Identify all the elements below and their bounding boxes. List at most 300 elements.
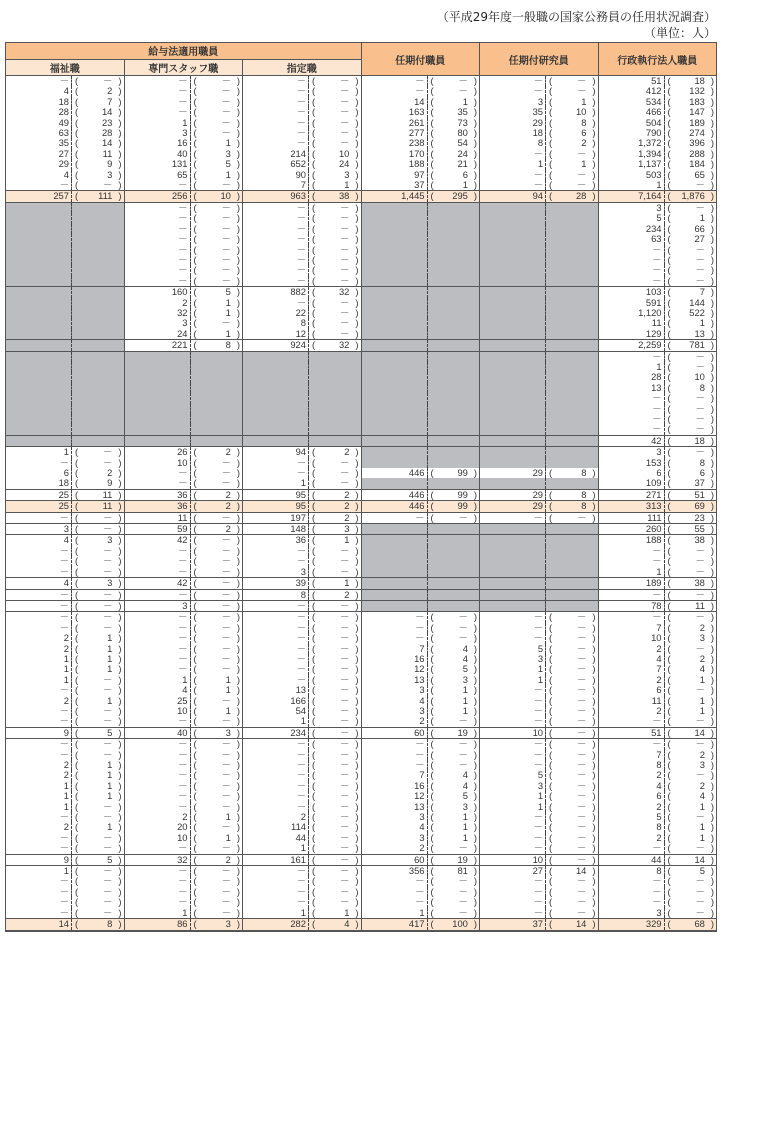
count-cell: 10 [124,833,190,843]
count-cell: － [480,180,546,191]
female-count-value: － [458,611,468,623]
female-count-value: － [221,588,231,600]
close-paren: ) [473,842,478,854]
empty-cell [427,567,480,578]
count-cell: 591 [598,298,664,308]
empty-cell [361,224,427,234]
close-paren: ) [236,179,240,191]
close-paren: ) [236,75,240,86]
female-count-cell [664,623,717,633]
count-cell: 3 [480,654,546,664]
empty-cell [546,255,599,265]
female-count-cell [190,612,243,623]
close-paren: ) [710,611,715,623]
open-paren: ( [193,317,197,329]
female-count-value: 24 [457,147,468,159]
female-count-value: 8 [225,339,231,351]
close-paren: ) [355,467,359,479]
female-count-cell [72,791,125,801]
female-count-value: － [458,842,468,854]
female-count-value: 5 [225,286,231,298]
close-paren: ) [236,446,240,458]
empty-cell [480,383,546,393]
close-paren: ) [710,434,715,446]
open-paren: ( [667,402,671,414]
close-paren: ) [355,811,359,823]
count-cell: － [243,770,309,780]
female-count-value: 147 [689,106,705,118]
empty-cell [72,340,125,351]
table-row [6,644,717,654]
female-count-value: 189 [689,116,705,128]
female-count-value: － [102,588,113,600]
table-row [6,468,717,478]
female-count-cell [190,739,243,750]
count-cell: － [6,750,72,760]
female-count-cell [190,501,243,512]
close-paren: ) [473,748,478,760]
empty-cell [124,383,190,393]
empty-cell [6,308,72,318]
empty-cell [427,393,480,403]
count-cell: － [243,791,309,801]
empty-cell [546,202,599,213]
empty-cell [72,362,125,372]
female-count-value: － [577,831,587,843]
female-count-cell [664,213,717,223]
female-count-cell [190,202,243,213]
table-row [6,623,717,633]
open-paren: ( [193,611,197,623]
empty-cell [546,351,599,362]
female-count-cell [190,675,243,685]
female-count-cell [427,107,480,117]
table-row [6,265,717,275]
open-paren: ( [549,821,553,833]
female-count-cell [72,501,125,512]
female-count-value: 2 [699,748,705,760]
close-paren: ) [236,842,240,854]
open-paren: ( [75,918,79,930]
female-count-value: － [695,243,705,255]
female-count-value: － [577,663,587,675]
close-paren: ) [473,704,478,716]
female-count-cell [309,716,362,727]
open-paren: ( [312,842,316,854]
count-cell: － [361,887,427,897]
close-paren: ) [710,456,715,468]
open-paren: ( [75,95,79,107]
female-count-cell [546,128,599,138]
close-paren: ) [355,885,359,897]
female-count-value: － [340,748,350,760]
female-count-cell [190,224,243,234]
open-paren: ( [75,137,79,149]
open-paren: ( [430,147,434,159]
count-cell: － [243,654,309,664]
open-paren: ( [667,865,671,877]
female-count-cell [546,633,599,643]
female-count-cell [309,86,362,96]
female-count-value: － [221,748,231,760]
open-paren: ( [193,811,197,823]
count-cell: 148 [243,524,309,535]
count-cell: 12 [243,329,309,340]
empty-cell [190,414,243,424]
empty-cell [361,308,427,318]
female-count-cell [664,478,717,489]
female-count-cell [664,424,717,435]
close-paren: ) [355,652,359,664]
female-count-cell [546,118,599,128]
open-paren: ( [75,168,79,180]
female-count-cell [309,567,362,578]
count-cell: 963 [243,191,309,202]
count-cell: 160 [124,287,190,298]
female-count-cell [309,623,362,633]
female-count-cell [190,234,243,244]
female-count-value: － [340,317,350,329]
female-count-value: 9 [107,477,113,489]
female-count-cell [190,86,243,96]
female-count-value: － [221,116,231,128]
count-cell: － [361,633,427,643]
empty-cell [546,589,599,600]
open-paren: ( [667,106,671,118]
female-count-cell [664,191,717,202]
close-paren: ) [355,477,359,489]
female-count-value: － [102,544,113,556]
close-paren: ) [710,853,715,865]
close-paren: ) [592,673,596,685]
empty-cell [546,298,599,308]
female-count-cell [190,255,243,265]
close-paren: ) [710,233,715,245]
open-paren: ( [312,511,316,523]
count-cell: 1 [6,654,72,664]
count-cell: 29 [6,159,72,169]
close-paren: ) [355,769,359,781]
open-paren: ( [667,642,671,654]
empty-cell [361,372,427,382]
open-paren: ( [667,201,671,213]
empty-cell [546,213,599,223]
count-cell: 6 [598,685,664,695]
count-cell: 26 [124,447,190,458]
empty-cell [361,567,427,578]
count-cell: － [124,654,190,664]
close-paren: ) [710,715,715,727]
count-cell: 2 [598,833,664,843]
close-paren: ) [710,392,715,404]
empty-cell [6,245,72,255]
female-count-value: 1 [699,673,705,685]
female-count-value: 14 [101,106,113,118]
count-cell: 1 [124,118,190,128]
open-paren: ( [193,821,197,833]
empty-cell [124,372,190,382]
close-paren: ) [236,116,240,128]
close-paren: ) [236,642,240,654]
count-cell: － [243,612,309,623]
count-cell: － [124,623,190,633]
female-count-value: － [340,555,350,567]
count-cell: 1 [480,675,546,685]
female-count-value: 2 [225,500,231,512]
close-paren: ) [710,446,715,458]
female-count-value: － [221,222,231,234]
female-count-value: 3 [107,534,113,546]
open-paren: ( [312,233,316,245]
count-cell: 1 [480,159,546,169]
female-count-cell [72,802,125,812]
empty-cell [6,265,72,275]
close-paren: ) [355,212,359,224]
female-count-cell [546,468,599,478]
open-paren: ( [667,800,671,812]
open-paren: ( [75,906,79,918]
female-count-cell [427,802,480,812]
female-count-cell [190,781,243,791]
female-count-cell [309,535,362,546]
female-count-cell [72,458,125,468]
close-paren: ) [355,264,359,276]
close-paren: ) [118,726,122,738]
empty-cell [6,340,72,351]
female-count-value: － [340,694,350,706]
female-count-cell [309,600,362,611]
open-paren: ( [312,800,316,812]
open-paren: ( [549,467,553,479]
col-header-senmon-staff: 専門スタッフ職 [124,59,243,76]
female-count-cell [546,170,599,180]
empty-cell [243,435,309,446]
female-count-value: － [340,116,350,128]
close-paren: ) [592,652,596,664]
open-paren: ( [312,327,316,339]
count-cell: 652 [243,159,309,169]
open-paren: ( [75,588,79,600]
count-cell: － [243,458,309,468]
open-paren: ( [75,694,79,706]
open-paren: ( [193,456,197,468]
close-paren: ) [118,831,122,843]
female-count-cell [664,318,717,328]
close-paren: ) [592,831,596,843]
female-count-cell [309,706,362,716]
female-count-cell [72,170,125,180]
count-cell: 238 [361,138,427,148]
female-count-value: － [577,611,587,623]
close-paren: ) [592,168,596,180]
count-cell: 503 [598,170,664,180]
empty-cell [427,234,480,244]
open-paren: ( [430,95,434,107]
open-paren: ( [549,694,553,706]
open-paren: ( [667,264,671,276]
close-paren: ) [592,738,596,750]
open-paren: ( [312,875,316,887]
table-row [6,478,717,489]
count-cell: － [6,76,72,87]
female-count-cell [309,202,362,213]
count-cell: － [124,897,190,907]
close-paren: ) [355,168,359,180]
open-paren: ( [549,652,553,664]
female-count-value: － [102,831,113,843]
open-paren: ( [667,500,671,512]
count-cell: 42 [598,435,664,446]
close-paren: ) [355,456,359,468]
female-count-cell [427,696,480,706]
female-count-cell [72,86,125,96]
female-count-cell [190,908,243,919]
table-row [6,180,717,191]
close-paren: ) [355,738,359,750]
open-paren: ( [312,896,316,908]
open-paren: ( [430,611,434,623]
female-count-value: － [221,317,231,329]
count-cell: 39 [243,578,309,589]
empty-cell [190,424,243,435]
open-paren: ( [193,477,197,489]
close-paren: ) [118,632,122,644]
open-paren: ( [312,116,316,128]
count-cell: 12 [361,664,427,674]
count-cell: 11 [598,318,664,328]
close-paren: ) [355,611,359,623]
table-row [6,546,717,556]
female-count-cell [664,908,717,919]
close-paren: ) [710,663,715,675]
close-paren: ) [592,137,596,149]
close-paren: ) [592,158,596,170]
open-paren: ( [667,694,671,706]
count-cell: 14 [6,919,72,931]
empty-cell [72,245,125,255]
close-paren: ) [592,190,596,202]
count-cell: － [243,546,309,556]
open-paren: ( [549,918,553,930]
close-paren: ) [236,306,240,318]
female-count-value: 3 [699,632,705,644]
female-count-value: 1 [462,684,468,696]
table-row [6,706,717,716]
empty-cell [546,224,599,234]
open-paren: ( [75,158,79,170]
count-cell: 3 [124,318,190,328]
close-paren: ) [710,339,715,351]
table-row [6,224,717,234]
close-paren: ) [118,127,122,139]
female-count-cell [72,908,125,919]
open-paren: ( [193,865,197,877]
count-cell: 18 [6,97,72,107]
female-count-cell [72,833,125,843]
count-cell: 36 [124,489,190,500]
female-count-value: 99 [457,467,468,479]
empty-cell [243,393,309,403]
close-paren: ) [118,652,122,664]
table-row [6,760,717,770]
close-paren: ) [355,831,359,843]
female-count-cell [309,478,362,489]
female-count-cell [427,489,480,500]
empty-cell [480,589,546,600]
female-count-cell [190,340,243,351]
empty-cell [361,234,427,244]
count-cell: － [6,887,72,897]
close-paren: ) [710,748,715,760]
close-paren: ) [710,865,715,877]
female-count-value: － [695,201,705,213]
empty-cell [243,424,309,435]
close-paren: ) [592,85,596,97]
female-count-cell [546,706,599,716]
open-paren: ( [312,673,316,685]
female-count-cell [309,298,362,308]
count-cell: 3 [598,447,664,458]
female-count-value: － [340,137,350,149]
close-paren: ) [118,544,122,556]
female-count-cell [190,276,243,287]
female-count-value: － [340,673,350,685]
female-count-value: 1 [699,821,705,833]
female-count-value: 1 [225,684,231,696]
close-paren: ) [473,116,478,128]
empty-cell [480,393,546,403]
female-count-cell [427,770,480,780]
close-paren: ) [710,885,715,897]
female-count-value: 7 [699,286,705,298]
count-cell: － [124,224,190,234]
empty-cell [480,329,546,340]
female-count-value: － [340,599,350,611]
female-count-cell [72,644,125,654]
close-paren: ) [710,168,715,180]
close-paren: ) [355,759,359,770]
close-paren: ) [592,811,596,823]
close-paren: ) [473,865,478,877]
female-count-cell [309,589,362,600]
empty-cell [124,414,190,424]
female-count-value: － [577,885,587,897]
female-count-value: 24 [338,158,350,170]
female-count-value: 5 [107,853,113,865]
female-count-value: 51 [694,488,705,500]
female-count-value: － [340,885,350,897]
close-paren: ) [710,738,715,750]
open-paren: ( [667,779,671,791]
close-paren: ) [118,790,122,802]
count-cell: 2 [243,812,309,822]
female-count-cell [546,696,599,706]
female-count-cell [427,128,480,138]
count-cell: － [598,351,664,362]
open-paren: ( [549,179,553,191]
count-cell: 8 [598,760,664,770]
open-paren: ( [549,865,553,877]
empty-cell [546,245,599,255]
close-paren: ) [710,222,715,234]
female-count-value: － [102,875,113,887]
open-paren: ( [549,190,553,202]
female-count-value: － [340,704,350,716]
close-paren: ) [355,896,359,908]
female-count-cell [664,833,717,843]
count-cell: 36 [243,535,309,546]
female-count-cell [546,854,599,865]
